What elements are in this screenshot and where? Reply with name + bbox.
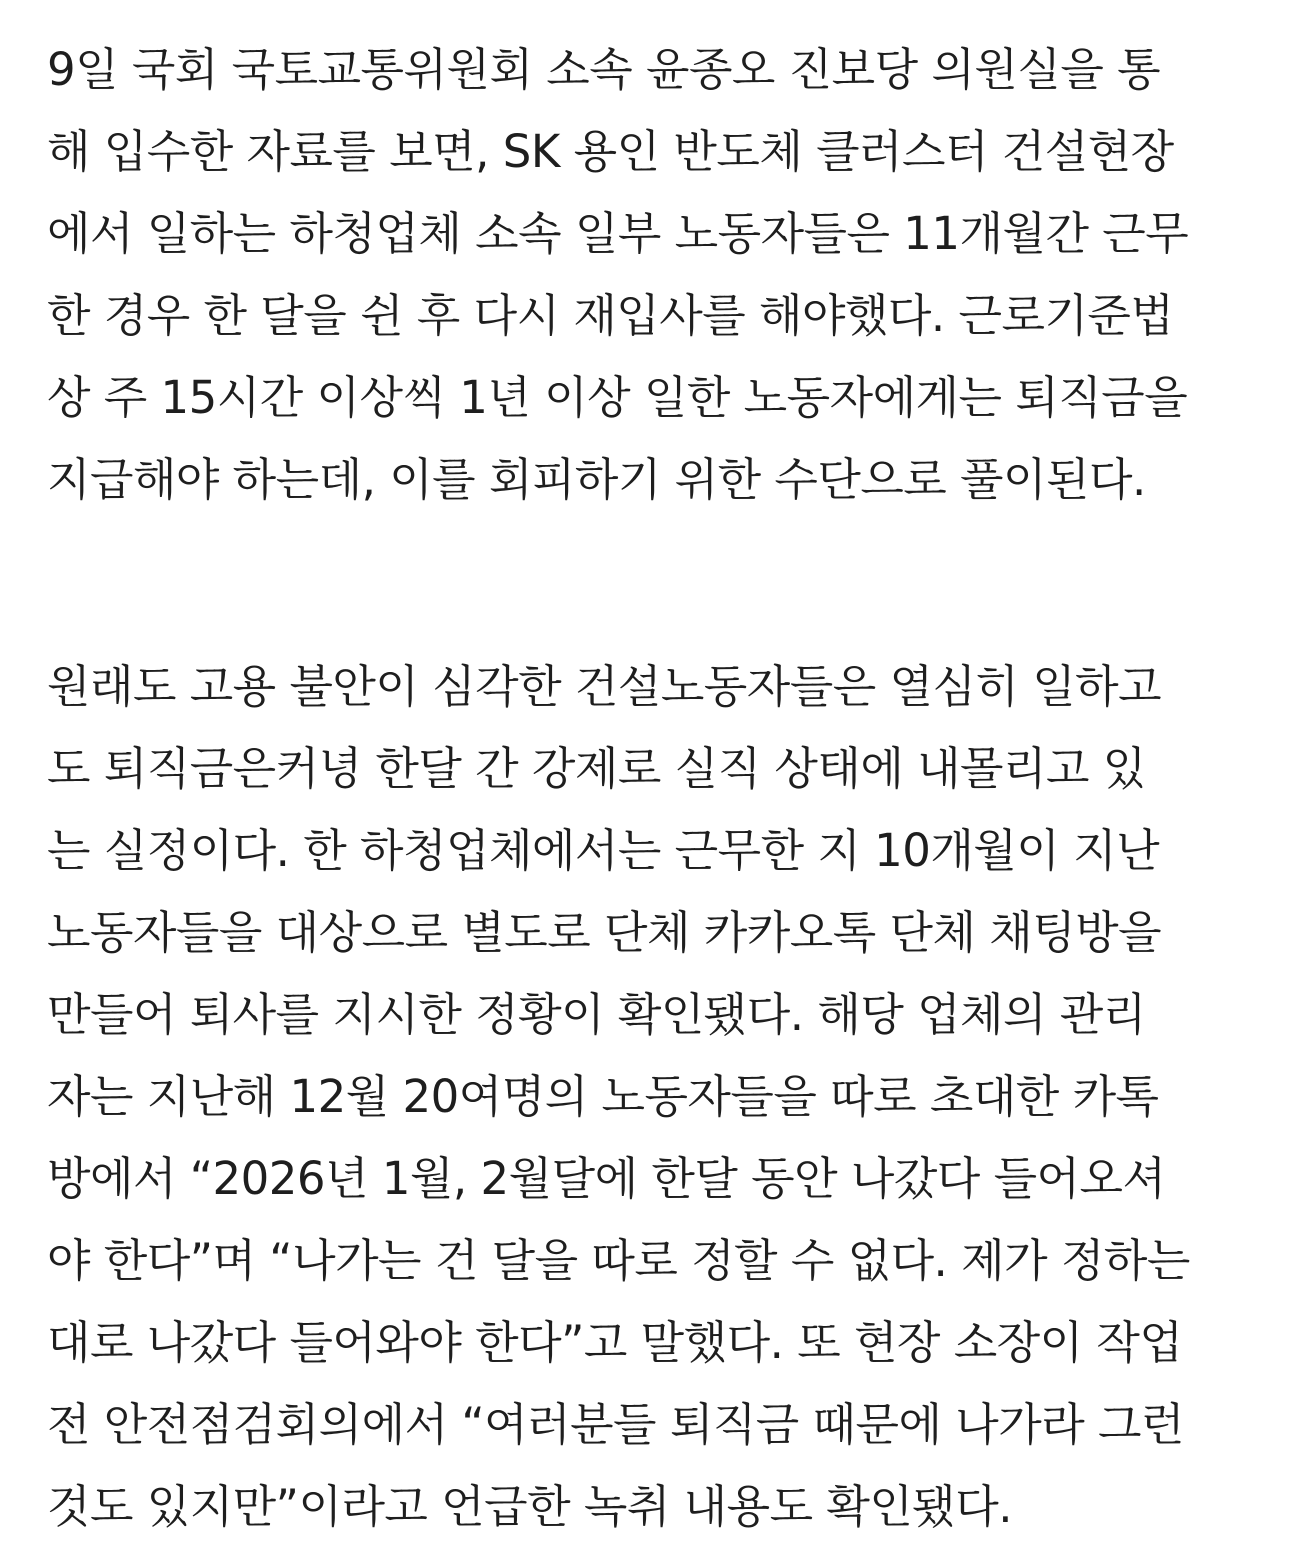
text-line: 원래도 고용 불안이 심각한 건설노동자들은 열심히 일하고	[47, 660, 1162, 713]
text-line: 만들어 퇴사를 지시한 정황이 확인됐다. 해당 업체의 관리	[47, 988, 1146, 1041]
paragraph-1	[47, 38, 1257, 530]
text-line: 대로 나갔다 들어와야 한다”고 말했다. 또 현장 소장이 작업	[47, 1316, 1183, 1369]
text-line: 는 실정이다. 한 하청업체에서는 근무한 지 10개월이 지난	[47, 824, 1160, 877]
text-line: 노동자들을 대상으로 별도로 단체 카카오톡 단체 채팅방을	[47, 906, 1162, 959]
paragraph-2	[47, 655, 1257, 1557]
text-line: 한 경우 한 달을 쉰 후 다시 재입사를 해야했다. 근로기준법	[47, 289, 1174, 342]
text-line: 상 주 15시간 이상씩 1년 이상 일한 노동자에게는 퇴직금을	[47, 371, 1188, 424]
text-line: 야 한다”며 “나가는 건 달을 따로 정할 수 없다. 제가 정하는	[47, 1234, 1190, 1287]
text-line: 것도 있지만”이라고 언급한 녹취 내용도 확인됐다.	[47, 1480, 1013, 1533]
text-line: 해 입수한 자료를 보면, SK 용인 반도체 클러스터 건설현장	[47, 125, 1174, 178]
text-line: 9일 국회 국토교통위원회 소속 윤종오 진보당 의원실을 통	[47, 43, 1161, 96]
paragraph-spacer	[47, 530, 1257, 655]
text-line: 도 퇴직금은커녕 한달 간 강제로 실직 상태에 내몰리고 있	[47, 742, 1146, 795]
text-line: 전 안전점검회의에서 “여러분들 퇴직금 때문에 나가라 그런	[47, 1398, 1184, 1451]
text-line: 지급해야 하는데, 이를 회피하기 위한 수단으로 풀이된다.	[47, 453, 1146, 506]
text-line: 방에서 “2026년 1월, 2월달에 한달 동안 나갔다 들어오셔	[47, 1152, 1166, 1205]
text-line: 에서 일하는 하청업체 소속 일부 노동자들은 11개월간 근무	[47, 207, 1189, 260]
article-body	[47, 38, 1257, 1557]
text-line: 자는 지난해 12월 20여명의 노동자들을 따로 초대한 카톡	[47, 1070, 1159, 1123]
